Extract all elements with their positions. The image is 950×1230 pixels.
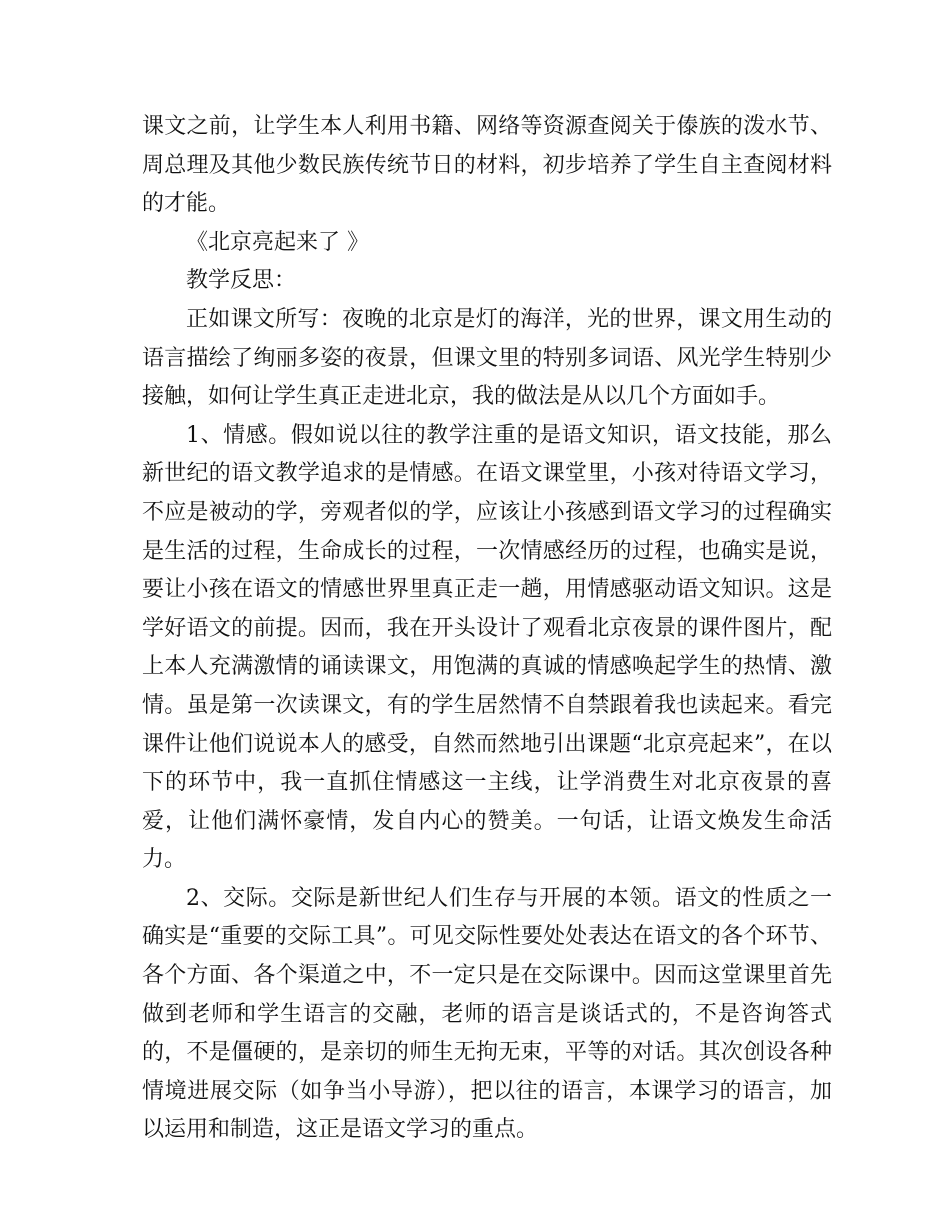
paragraph-communication: 2、交际。交际是新世纪人们生存与开展的本领。语文的性质之一确实是“重要的交际工具”。可见交际性要处处表达在语文的各个环节、各个方面、各个渠道之中，不一定只是在交际课中。因而这堂课里首先做到老师和学生语言的交融，老师的语言是谈话式的，不是咨询答式的，不是僵硬的，是亲切的师生无拘无束，平等的对话。其次创设各种情境进展交际（如争当小导游），把以往的语言，本课学习的语言，加以运用和制造，这正是语文学习的重点。 [142, 885, 832, 1143]
section-heading-reflection: 教学反思： [186, 268, 297, 294]
paragraph-intro: 正如课文所写：夜晚的北京是灯的海洋，光的世界，课文用生动的语言描绘了绚丽多姿的夜景，但课文里的特别多词语、风光学生特别少接触，如何让学生真正走进北京，我的做法是从以几个方面如手。 [142, 306, 832, 410]
lesson-title: 《北京亮起来了 》 [186, 229, 369, 255]
document-body [142, 108, 832, 1150]
paragraph-emotion: 1、情感。假如说以往的教学注重的是语文知识，语文技能，那么新世纪的语文教学追求的是情感。在语文课堂里，小孩对待语文学习，不应是被动的学，旁观者似的学，应该让小孩感到语文学习的过程确实是生活的过程，生命成长的过程，一次情感经历的过程，也确实是说，要让小孩在语文的情感世界里真正走一趟，用情感驱动语文知识。这是学好语文的前提。因而，我在开头设计了观看北京夜景的课件图片，配上本人充满激情的诵读课文，用饱满的真诚的情感唤起学生的热情、激情。虽是第一次读课文，有的学生居然情不自禁跟着我也读起来。看完课件让他们说说本人的感受，自然而然地引出课题“北京亮起来”，在以下的环节中，我一直抓住情感这一主线，让学消费生对北京夜景的喜爱，让他们满怀豪情，发自内心的赞美。一句话，让语文焕发生命活力。 [142, 422, 832, 873]
paragraph-continuation: 课文之前，让学生本人利用书籍、网络等资源查阅关于傣族的泼水节、周总理及其他少数民族传统节日的材料，初步培养了学生自主查阅材料的才能。 [142, 114, 832, 217]
